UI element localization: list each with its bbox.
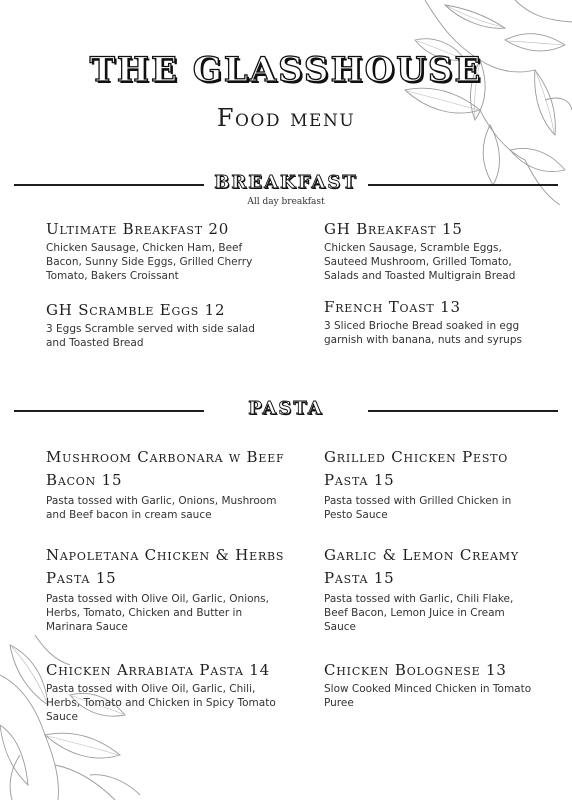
menu-item-description: Pasta tossed with Garlic, Onions, Mushroom and Beef bacon in cream sauce	[46, 495, 277, 521]
menu-item-description: Pasta tossed with Garlic, Chili Flake, Beef Bacon, Lemon Juice in Cream Sauce	[324, 593, 514, 633]
pasta-section-header	[14, 398, 558, 424]
menu-item	[324, 544, 539, 634]
breakfast-section-header	[14, 172, 558, 198]
menu-item	[46, 300, 276, 350]
menu-item	[324, 446, 539, 522]
menu-item	[324, 219, 539, 283]
restaurant-title: THE GLASSHOUSE	[89, 50, 483, 90]
menu-item-title: GH Breakfast 15	[324, 220, 463, 238]
menu-item-title: Napoletana Chicken & Herbs Pasta 15	[46, 546, 285, 587]
menu-item-title: Chicken Bolognese 13	[324, 661, 507, 679]
menu-item-title: French Toast 13	[324, 298, 461, 316]
menu-item-description: Chicken Sausage, Chicken Ham, Beef Bacon, Sunny Side Eggs, Grilled Cherry Tomato, Bakers Croissant	[46, 242, 253, 282]
menu-item-title: Ultimate Breakfast 20	[46, 220, 230, 238]
menu-item-description: Pasta tossed with Olive Oil, Garlic, Chili, Herbs, Tomato and Chicken in Spicy Tomato Sauce	[46, 683, 276, 723]
menu-item-title: Chicken Arrabiata Pasta 14	[46, 661, 270, 679]
menu-item-title: Grilled Chicken Pesto Pasta 15	[324, 448, 509, 489]
menu-item-description: 3 Eggs Scramble served with side salad and Toasted Bread	[46, 323, 255, 349]
menu-item	[46, 544, 286, 634]
menu-item-title: Garlic & Lemon Creamy Pasta 15	[324, 546, 519, 587]
menu-item-description: Slow Cooked Minced Chicken in Tomato Puree	[324, 683, 532, 709]
menu-item-description: 3 Sliced Brioche Bread soaked in egg garnish with banana, nuts and syrups	[324, 320, 522, 346]
breakfast-heading: BREAKFAST	[214, 172, 358, 193]
menu-item	[324, 660, 539, 710]
breakfast-note: All day breakfast	[247, 197, 325, 207]
pasta-heading: PASTA	[248, 398, 324, 419]
menu-item	[46, 446, 286, 522]
menu-item	[324, 297, 539, 347]
menu-item-description: Pasta tossed with Olive Oil, Garlic, Onions, Herbs, Tomato, Chicken and Butter in Marinara Sauce	[46, 593, 269, 633]
menu-item	[46, 660, 286, 724]
menu-item-title: GH Scramble Eggs 12	[46, 301, 226, 319]
menu-item-description: Pasta tossed with Grilled Chicken in Pesto Sauce	[324, 495, 512, 521]
menu-item	[46, 219, 276, 283]
menu-item-description: Chicken Sausage, Scramble Eggs, Sauteed Mushroom, Grilled Tomato, Salads and Toasted Multigrain Bread	[324, 242, 516, 282]
menu-item-title: Mushroom Carbonara w Beef Bacon 15	[46, 448, 285, 489]
menu-subtitle: Food menu	[216, 104, 356, 132]
